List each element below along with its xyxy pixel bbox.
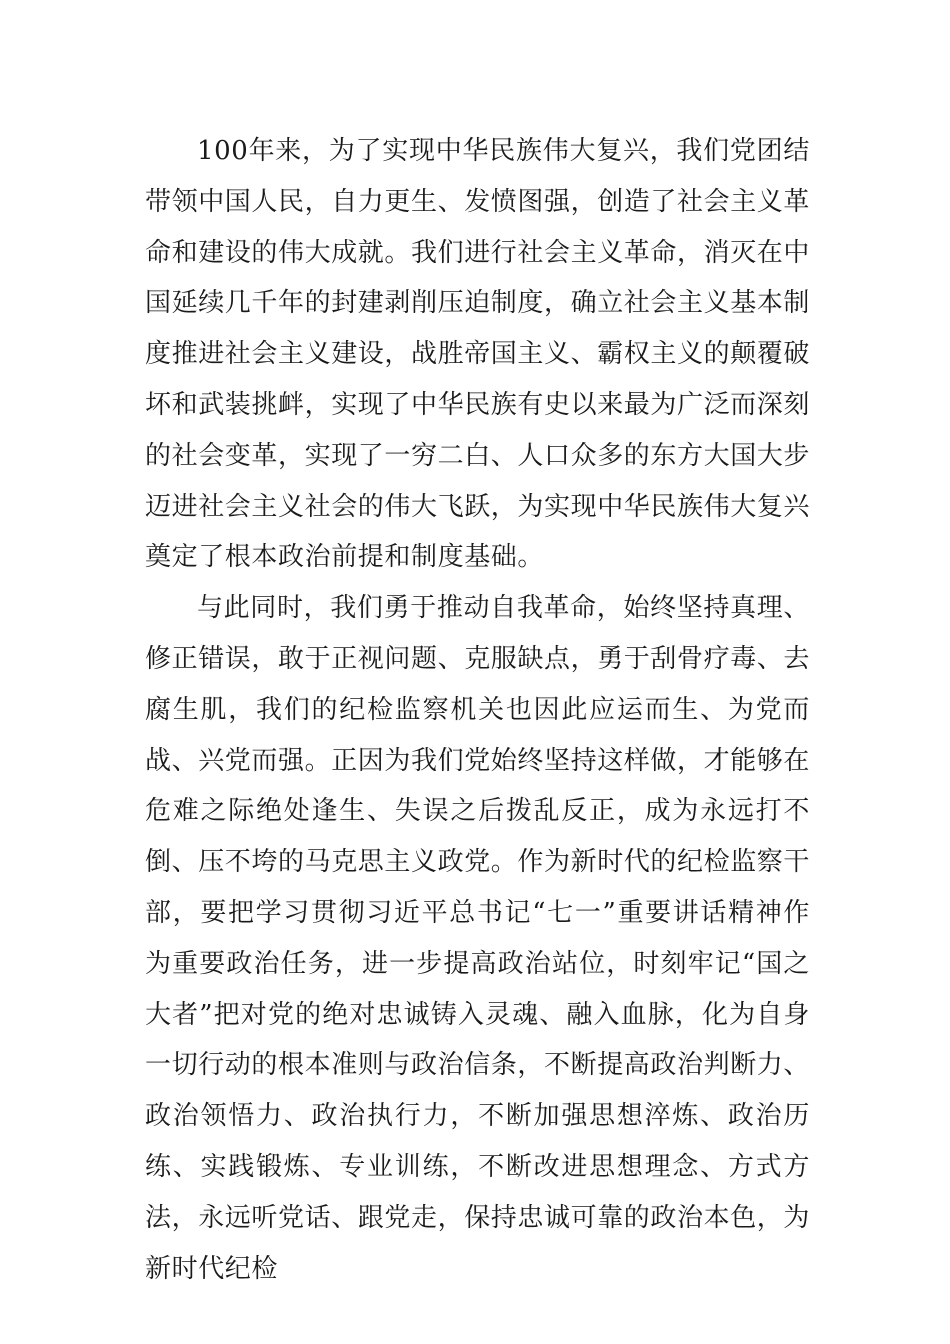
body-text [145,126,810,1294]
paragraph-1: 100年来，为了实现中华民族伟大复兴，我们党团结带领中国人民，自力更生、发愤图强，创造了社会主义革命和建设的伟大成就。我们进行社会主义革命，消灭在中国延续几千年的封建剥削压迫制度，确立社会主义基本制度推进社会主义建设，战胜帝国主义、霸权主义的颠覆破坏和武装挑衅，实现了中华民族有史以来最为广泛而深刻的社会变革，实现了一穷二白、人口众多的东方大国大步迈进社会主义社会的伟大飞跃，为实现中华民族伟大复兴奠定了根本政治前提和制度基础。 [145,136,811,573]
paragraph-2: 与此同时，我们勇于推动自我革命，始终坚持真理、修正错误，敢于正视问题、克服缺点，勇于刮骨疗毒、去腐生肌，我们的纪检监察机关也因此应运而生、为党而战、兴党而强。正因为我们党始终坚持这样做，才能够在危难之际绝处逢生、失误之后拨乱反正，成为永远打不倒、压不垮的马克思主义政党。作为新时代的纪检监察干部，要把学习贯彻习近平总书记“七一”重要讲话精神作为重要政治任务，进一步提高政治站位，时刻牢记“国之大者”把对党的绝对忠诚铸入灵魂、融入血脉，化为自身一切行动的根本准则与政治信条，不断提高政治判断力、政治领悟力、政治执行力，不断加强思想淬炼、政治历练、实践锻炼、专业训练，不断改进思想理念、方式方法，永远听党话、跟党走，保持忠诚可靠的政治本色，为新时代纪检 [145,593,811,1284]
